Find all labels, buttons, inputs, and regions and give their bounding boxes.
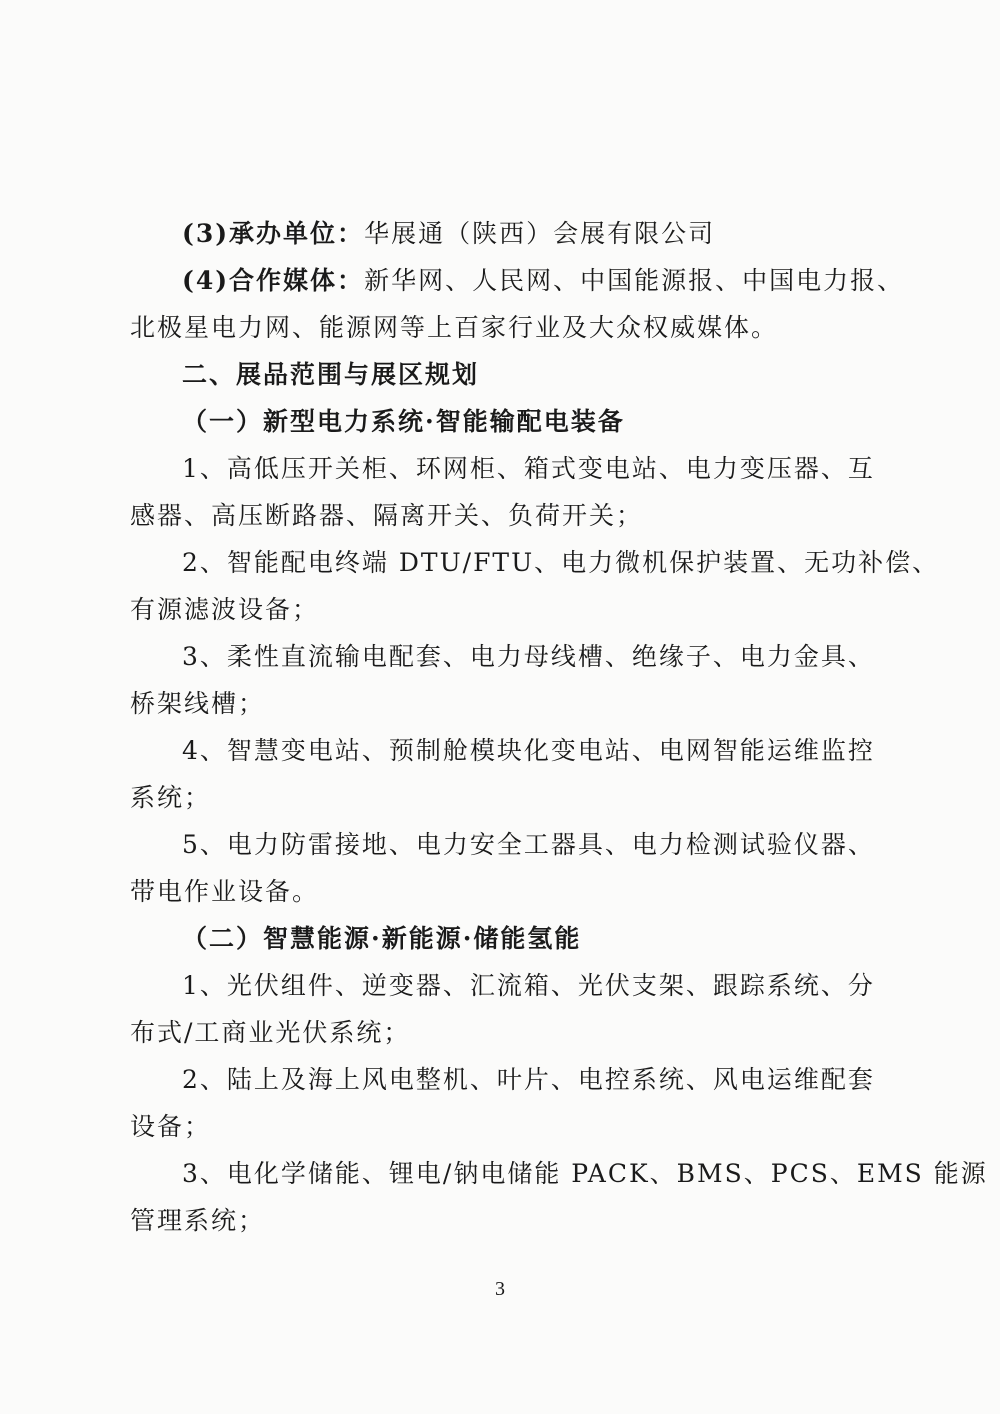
item-1-3-cont: 桥架线槽； — [130, 689, 266, 718]
item-1-2: 2、智能配电终端 DTU/FTU、电力微机保护装置、无功补偿、 — [182, 548, 940, 577]
item-1-5: 5、电力防雷接地、电力安全工器具、电力检测试验仪器、 — [182, 830, 875, 859]
page-number: 3 — [495, 1278, 505, 1300]
media-line-cont: 北极星电力网、能源网等上百家行业及大众权威媒体。 — [130, 313, 779, 342]
organizer-text: 华展通（陕西）会展有限公司 — [364, 219, 716, 248]
section-heading: 二、展品范围与展区规划 — [182, 360, 480, 389]
item-1-4-cont: 系统； — [130, 783, 212, 812]
item-1-5-cont: 带电作业设备。 — [130, 877, 320, 906]
item-1-1-cont: 感器、高压断路器、隔离开关、负荷开关； — [130, 501, 644, 530]
item-1-1: 1、高低压开关柜、环网柜、箱式变电站、电力变压器、互 — [182, 454, 875, 483]
item-2-1: 1、光伏组件、逆变器、汇流箱、光伏支架、跟踪系统、分 — [182, 971, 875, 1000]
item-1-2-cont: 有源滤波设备； — [130, 595, 320, 624]
item-2-3: 3、电化学储能、锂电/钠电储能 PACK、BMS、PCS、EMS 能源 — [182, 1159, 988, 1188]
media-label: (4)合作媒体： — [182, 266, 365, 295]
media-line — [130, 257, 905, 304]
item-2-3-cont: 管理系统； — [130, 1206, 266, 1235]
item-2-2-cont: 设备； — [130, 1112, 212, 1141]
media-text: 新华网、人民网、中国能源报、中国电力报、 — [364, 266, 905, 295]
item-1-3: 3、柔性直流输电配套、电力母线槽、绝缘子、电力金具、 — [182, 642, 875, 671]
item-2-1-cont: 布式/工商业光伏系统； — [130, 1018, 411, 1047]
subsection-heading-1: （一）新型电力系统·智能输配电装备 — [182, 407, 625, 436]
item-1-4: 4、智慧变电站、预制舱模块化变电站、电网智能运维监控 — [182, 736, 875, 765]
organizer-line — [130, 210, 900, 257]
organizer-label: (3)承办单位： — [182, 219, 365, 248]
subsection-heading-2: （二）智慧能源·新能源·储能氢能 — [182, 924, 582, 953]
item-2-2: 2、陆上及海上风电整机、叶片、电控系统、风电运维配套 — [182, 1065, 875, 1094]
